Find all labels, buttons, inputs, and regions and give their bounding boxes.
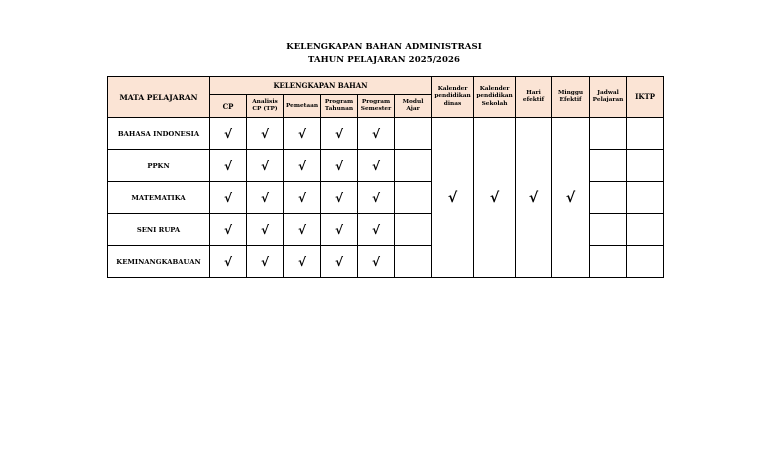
check-hari-efektif: √ <box>516 118 552 278</box>
check-pemetaan: √ <box>284 150 321 182</box>
check-cp: √ <box>210 118 247 150</box>
header-kalender-dinas: Kalender pendidikan dinas <box>432 77 474 118</box>
check-modul-ajar <box>395 246 432 278</box>
subject-cell: SENI RUPA <box>108 214 210 246</box>
check-iktp <box>627 182 664 214</box>
header-iktp: IKTP <box>627 77 664 118</box>
check-modul-ajar <box>395 150 432 182</box>
title-line-1: KELENGKAPAN BAHAN ADMINISTRASI <box>286 42 482 52</box>
check-program-tahunan: √ <box>321 214 358 246</box>
check-program-semester: √ <box>358 246 395 278</box>
check-cp: √ <box>210 246 247 278</box>
check-analisis-cp: √ <box>247 150 284 182</box>
check-modul-ajar <box>395 214 432 246</box>
check-analisis-cp: √ <box>247 246 284 278</box>
check-analisis-cp: √ <box>247 182 284 214</box>
check-pemetaan: √ <box>284 118 321 150</box>
check-cp: √ <box>210 214 247 246</box>
subject-cell: PPKN <box>108 150 210 182</box>
header-modul-ajar: Modul Ajar <box>395 95 432 118</box>
check-modul-ajar <box>395 118 432 150</box>
check-pemetaan: √ <box>284 246 321 278</box>
header-jadwal-pelajaran: Jadwal Pelajaran <box>590 77 627 118</box>
check-jadwal-pelajaran <box>590 214 627 246</box>
check-pemetaan: √ <box>284 214 321 246</box>
check-jadwal-pelajaran <box>590 150 627 182</box>
check-jadwal-pelajaran <box>590 246 627 278</box>
check-jadwal-pelajaran <box>590 182 627 214</box>
subject-cell: BAHASA INDONESIA <box>108 118 210 150</box>
check-analisis-cp: √ <box>247 118 284 150</box>
header-kalender-sekolah: Kalender pendidikan Sekolah <box>474 77 516 118</box>
check-cp: √ <box>210 182 247 214</box>
header-analisis-cp: Analisis CP (TP) <box>247 95 284 118</box>
check-pemetaan: √ <box>284 182 321 214</box>
check-program-tahunan: √ <box>321 118 358 150</box>
check-kalender-dinas: √ <box>432 118 474 278</box>
check-program-semester: √ <box>358 118 395 150</box>
header-hari-efektif: Hari efektif <box>516 77 552 118</box>
header-program-tahunan: Program Tahunan <box>321 95 358 118</box>
table-row <box>108 118 664 150</box>
check-jadwal-pelajaran <box>590 118 627 150</box>
check-iktp <box>627 214 664 246</box>
header-minggu-efektif: Minggu Efektif <box>552 77 590 118</box>
check-modul-ajar <box>395 182 432 214</box>
check-cp: √ <box>210 150 247 182</box>
check-iktp <box>627 150 664 182</box>
check-iktp <box>627 118 664 150</box>
check-program-semester: √ <box>358 182 395 214</box>
check-analisis-cp: √ <box>247 214 284 246</box>
header-pemetaan: Pemetaan <box>284 95 321 118</box>
administration-table <box>107 76 664 278</box>
check-iktp <box>627 246 664 278</box>
header-kelengkapan-bahan: KELENGKAPAN BAHAN <box>210 77 432 95</box>
check-kalender-sekolah: √ <box>474 118 516 278</box>
check-program-tahunan: √ <box>321 246 358 278</box>
title-line-2: TAHUN PELAJARAN 2025/2026 <box>308 54 460 65</box>
check-minggu-efektif: √ <box>552 118 590 278</box>
check-program-semester: √ <box>358 214 395 246</box>
document-title <box>0 41 768 66</box>
header-cp: CP <box>210 95 247 118</box>
subject-cell: KEMINANGKABAUAN <box>108 246 210 278</box>
subject-cell: MATEMATIKA <box>108 182 210 214</box>
header-mata-pelajaran: MATA PELAJARAN <box>108 77 210 118</box>
check-program-tahunan: √ <box>321 150 358 182</box>
header-program-semester: Program Semester <box>358 95 395 118</box>
check-program-tahunan: √ <box>321 182 358 214</box>
check-program-semester: √ <box>358 150 395 182</box>
